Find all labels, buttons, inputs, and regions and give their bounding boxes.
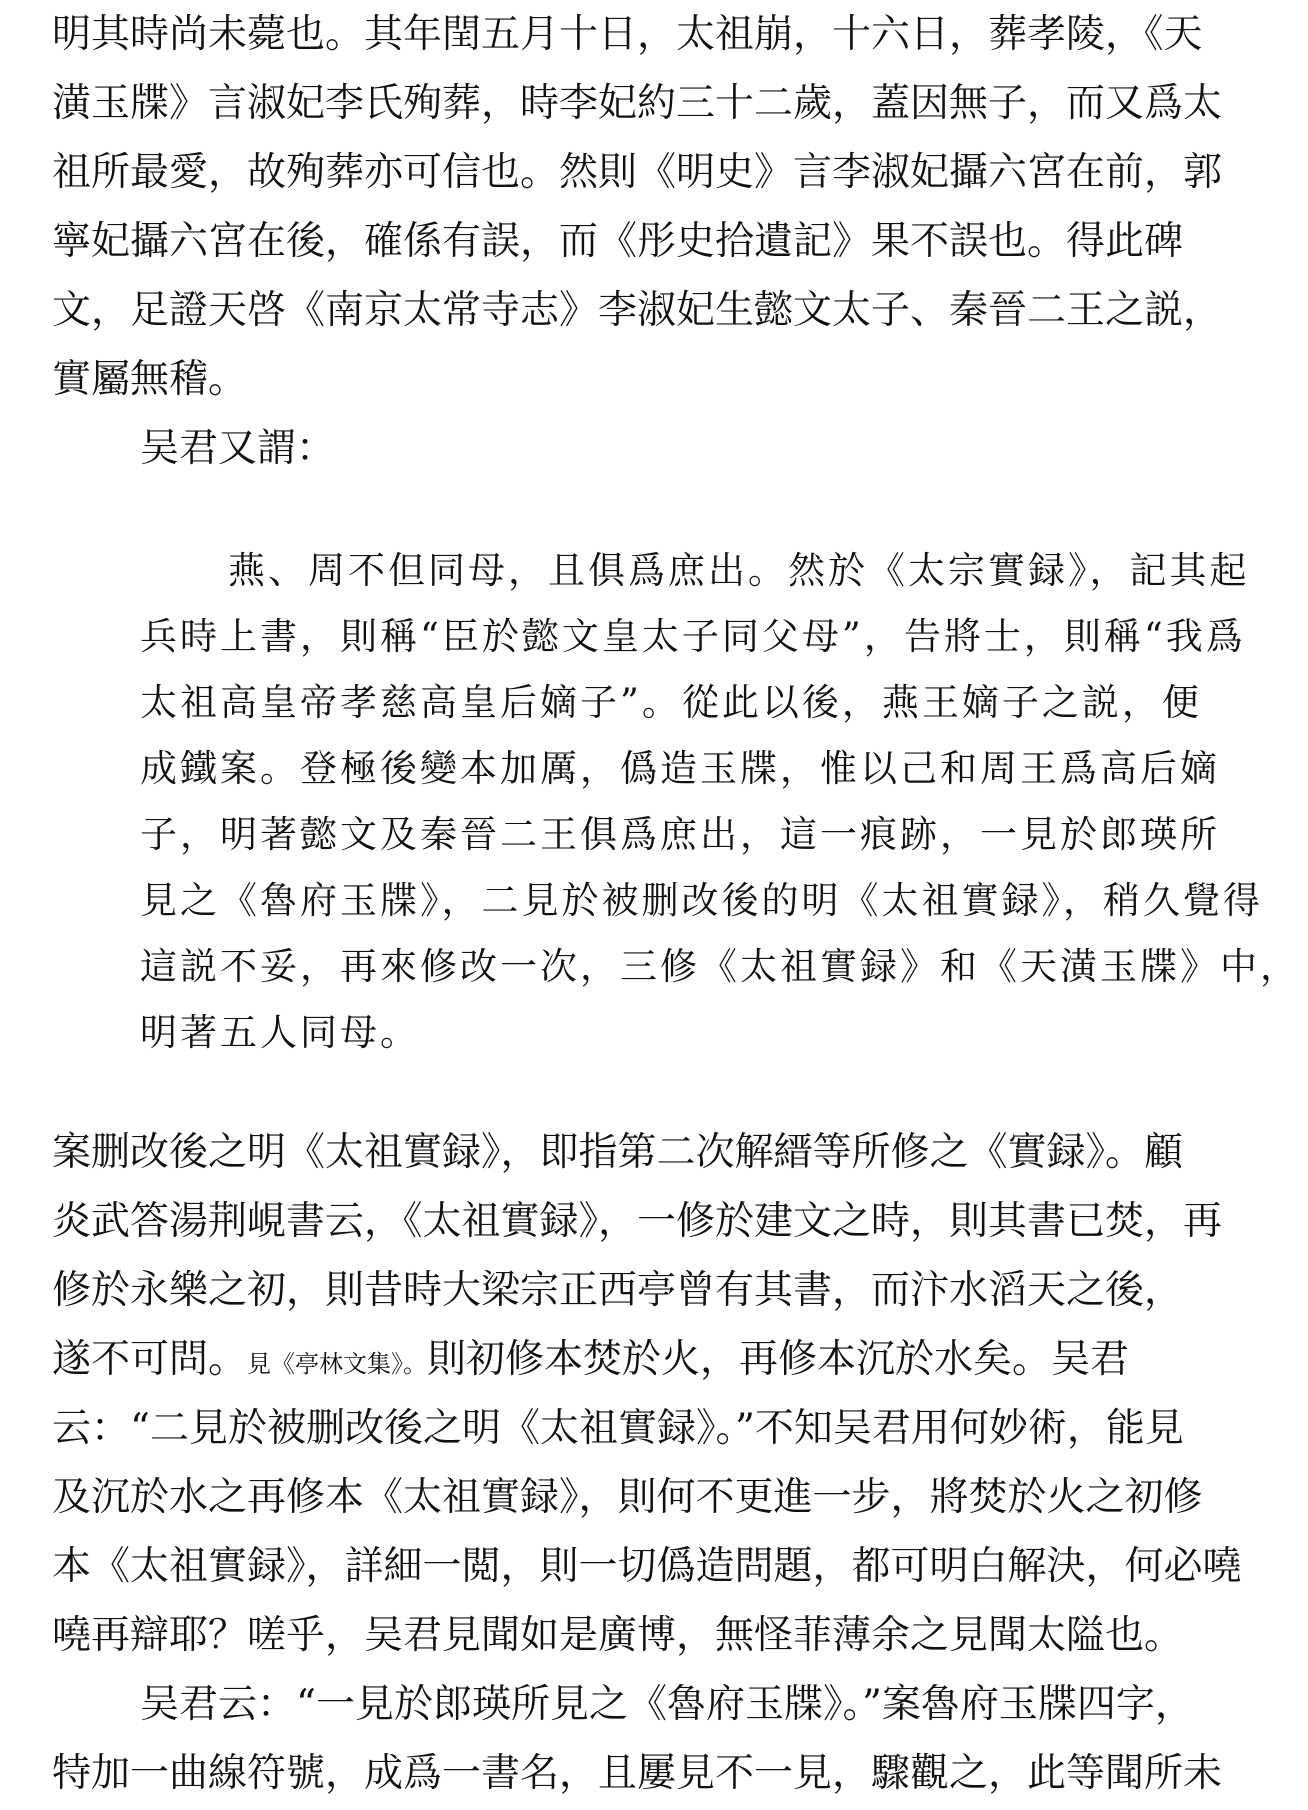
text-line xyxy=(52,1335,1129,1389)
quote-line: 兵時上書，則稱“臣於懿文皇太子同父母”，告將士，則稱“我爲 xyxy=(140,615,1246,658)
text-line: 潢玉牒》言淑妃李氏殉葬，時李妃約三十二歲，蓋因無子，而又爲太 xyxy=(52,81,1223,126)
text-line: 寧妃攝六宮在後，確係有誤，而《彤史拾遺記》果不誤也。得此碑 xyxy=(52,219,1184,264)
citation-note: 見《亭林文集》。 xyxy=(247,1350,428,1378)
text-line: 本《太祖實録》，詳細一閲，則一切僞造問題，都可明白解決，何必嘵 xyxy=(52,1544,1242,1589)
text-line: 特加一曲線符號，成爲一書名，且屢見不一見，驟觀之，此等聞所未 xyxy=(52,1751,1223,1796)
text-line: 實屬無稽。 xyxy=(52,357,248,402)
quote-line: 子，明著懿文及秦晉二王俱爲庶出，這一痕跡，一見於郎瑛所 xyxy=(140,813,1220,856)
text-line: 炎武答湯荆峴書云，《太祖實録》，一修於建文之時，則其書已焚，再 xyxy=(52,1199,1223,1244)
quote-line: 明著五人同母。 xyxy=(140,1011,420,1054)
text-line: 明其時尚未薨也。其年閏五月十日，太祖崩，十六日，葬孝陵，《天 xyxy=(52,12,1203,57)
text-segment: 遂不可問。 xyxy=(52,1337,248,1382)
quote-line: 成鐵案。登極後變本加厲，僞造玉牒，惟以己和周王爲高后嫡 xyxy=(140,747,1220,790)
text-line: 云：“二見於被删改後之明《太祖實録》。”不知吴君用何妙術，能見 xyxy=(52,1406,1184,1451)
text-line: 修於永樂之初，則昔時大梁宗正西亭曾有其書，而汴水滔天之後， xyxy=(52,1268,1184,1313)
quote-line: 燕、周不但同母，且俱爲庶出。然於《太宗實録》，記其起 xyxy=(228,549,1250,592)
text-line: 祖所最愛，故殉葬亦可信也。然則《明史》言李淑妃攝六宮在前，郭 xyxy=(52,150,1223,195)
intro-line: 吴君又謂： xyxy=(140,426,336,471)
text-segment: 則初修本焚於火，再修本沉於水矣。吴君 xyxy=(427,1337,1130,1382)
text-line: 案删改後之明《太祖實録》，即指第二次解縉等所修之《實録》。顧 xyxy=(52,1130,1184,1175)
text-line: 文，足證天啓《南京太常寺志》李淑妃生懿文太子、秦晉二王之説， xyxy=(52,288,1223,333)
quote-line: 這説不妥，再來修改一次，三修《太祖實録》和《天潢玉牒》中， xyxy=(140,945,1300,988)
quote-line: 太祖高皇帝孝慈高皇后嫡子”。從此以後，燕王嫡子之説，便 xyxy=(140,681,1202,724)
text-line: 嘵再辯耶？嗟乎，吴君見聞如是廣博，無怪菲薄余之見聞太隘也。 xyxy=(52,1613,1184,1658)
text-line: 及沉於水之再修本《太祖實録》，則何不更進一步，將焚於火之初修 xyxy=(52,1475,1203,1520)
text-line: 吴君云：“一見於郎瑛所見之《魯府玉牒》。”案魯府玉牒四字， xyxy=(140,1682,1194,1727)
quote-line: 見之《魯府玉牒》，二見於被删改後的明《太祖實録》，稍久覺得 xyxy=(140,879,1263,922)
